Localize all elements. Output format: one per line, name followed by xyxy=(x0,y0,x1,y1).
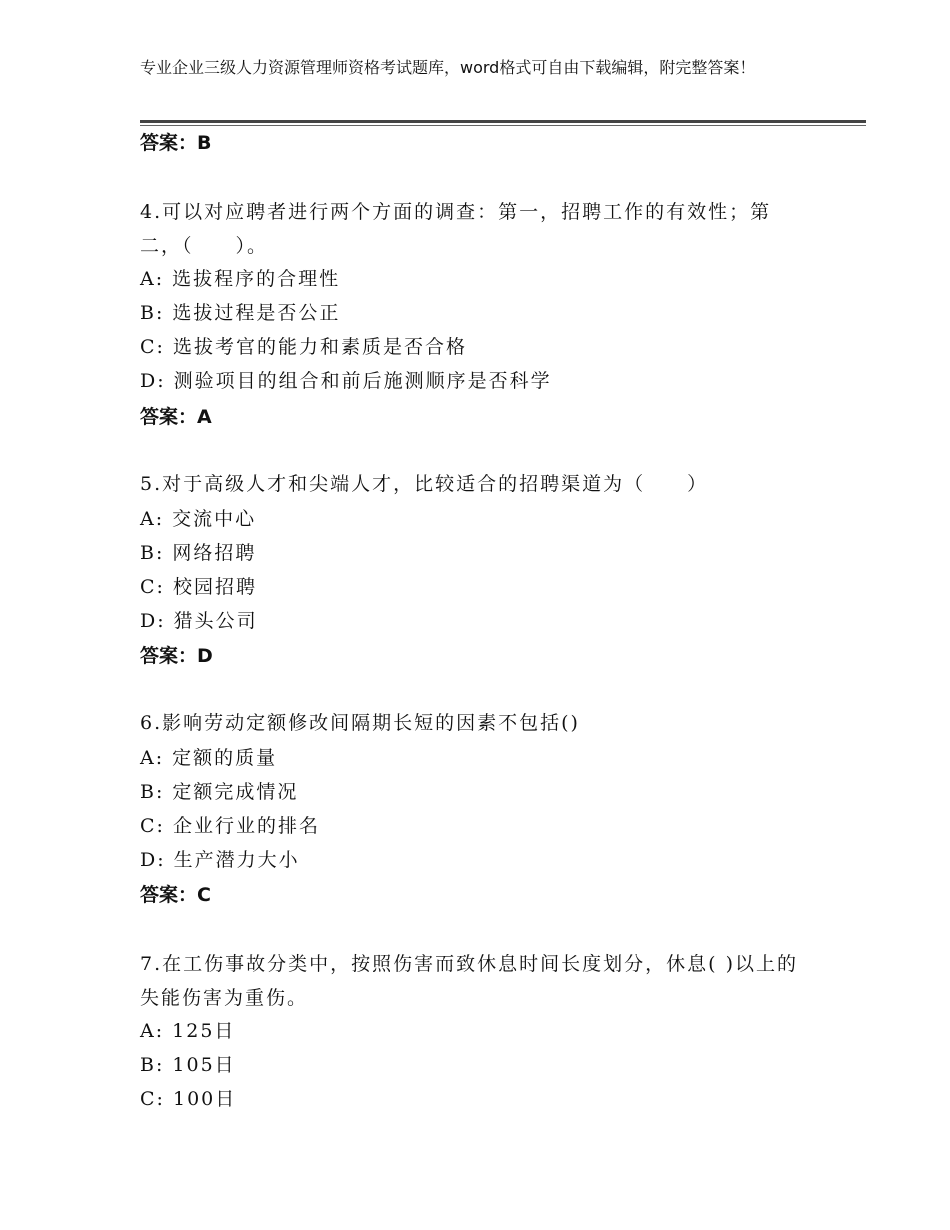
question-5-answer: 答案：D xyxy=(140,645,213,667)
question-5-option-b: B: 网络招聘 xyxy=(140,542,257,564)
question-5-text: 5.对于高级人才和尖端人才，比较适合的招聘渠道为（ ） xyxy=(140,473,709,495)
question-4-text: 4.可以对应聘者进行两个方面的调查：第一，招聘工作的有效性；第二，（ ）。 xyxy=(140,201,772,257)
question-6-answer: 答案：C xyxy=(140,884,211,906)
question-6-option-d: D: 生产潜力大小 xyxy=(140,849,300,871)
question-7-option-a: A: 125日 xyxy=(140,1020,236,1042)
question-6-option-b: B: 定额完成情况 xyxy=(140,781,299,803)
question-4-option-c: C: 选拔考官的能力和素质是否合格 xyxy=(140,336,467,358)
question-4-option-b: B: 选拔过程是否公正 xyxy=(140,302,341,324)
question-6-text: 6.影响劳动定额修改间隔期长短的因素不包括() xyxy=(140,712,580,734)
question-6-option-a: A: 定额的质量 xyxy=(140,747,278,769)
question-7-option-b: B: 105日 xyxy=(140,1054,236,1076)
header-divider-thin xyxy=(140,125,866,126)
question-7-option-c: C: 100日 xyxy=(140,1088,237,1110)
question-5-option-a: A: 交流中心 xyxy=(140,508,257,530)
question-6-option-c: C: 企业行业的排名 xyxy=(140,815,320,837)
page-header: 专业企业三级人力资源管理师资格考试题库，word格式可自由下载编辑，附完整答案！ xyxy=(140,58,756,77)
question-7-text: 7.在工伤事故分类中，按照伤害而致休息时间长度划分，休息( )以上的失能伤害为重伤。 xyxy=(140,953,798,1009)
question-5-option-d: D: 猎头公司 xyxy=(140,610,258,632)
question-4-answer: 答案：A xyxy=(140,406,212,428)
answer-previous: 答案：B xyxy=(140,132,212,154)
header-divider-thick xyxy=(140,120,866,123)
question-4-option-d: D: 测验项目的组合和前后施测顺序是否科学 xyxy=(140,370,552,392)
question-5-option-c: C: 校园招聘 xyxy=(140,576,257,598)
question-4-option-a: A: 选拔程序的合理性 xyxy=(140,268,341,290)
